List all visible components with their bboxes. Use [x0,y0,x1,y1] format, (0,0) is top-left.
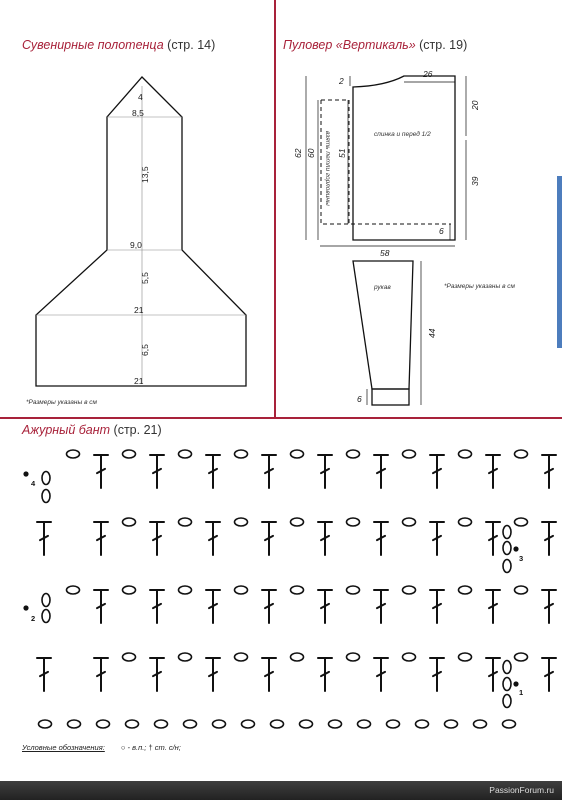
footer-bar [0,781,562,800]
turning-chain-symbol [503,542,511,555]
foundation-chain-symbol [358,720,371,728]
row-marker-dot [23,605,28,610]
dc-symbol [262,522,276,555]
towel-dim-h3: 6,5 [140,344,150,356]
pullover-vertical-note: взять петли горловины [324,131,331,206]
foundation-chain-symbol [416,720,429,728]
dc-symbol [94,590,108,623]
dc-symbol [318,522,332,555]
dc-symbol [374,455,388,488]
chain-symbol [235,518,248,526]
foundation-chain-symbol [155,720,168,728]
dc-symbol [318,590,332,623]
dc-symbol [94,658,108,691]
pullover-dim-neck: 2 [339,76,344,86]
dc-symbol [150,455,164,488]
chain-symbol [291,518,304,526]
turning-chain-symbol [42,610,50,623]
dc-symbol [486,522,500,555]
dc-symbol [37,522,51,555]
row-marker-dot [513,681,518,686]
foundation-chain-symbol [242,720,255,728]
turning-chain-symbol [42,594,50,607]
dc-symbol [542,522,556,555]
dc-symbol [486,455,500,488]
towel-dim-h1: 13,5 [140,166,150,183]
dc-symbol [94,522,108,555]
dc-symbol [374,658,388,691]
foundation-chain-symbol [300,720,313,728]
foundation-chain-symbol [474,720,487,728]
chain-symbol [123,450,136,458]
towel-title-name: Сувенирные полотенца [22,38,164,52]
foundation-chain-symbol [97,720,110,728]
towel-dim-h2: 5,5 [140,272,150,284]
chain-symbol [459,653,472,661]
chain-symbol [291,450,304,458]
pullover-dim-total: 62 [293,148,303,158]
towel-dim-w2: 9,0 [130,240,142,250]
legend-dc: ст. с/н; [154,743,181,752]
towel-dim-w1: 8,5 [132,108,144,118]
dc-symbol [542,658,556,691]
dc-symbol [262,590,276,623]
chain-symbol [67,586,80,594]
turning-chain-symbol [42,490,50,503]
dc-symbol [542,590,556,623]
chain-symbol [459,450,472,458]
dc-symbol [262,455,276,488]
chain-symbol [403,586,416,594]
chain-symbol [515,450,528,458]
chain-symbol [403,653,416,661]
foundation-chain-symbol [184,720,197,728]
chain-symbol [179,450,192,458]
foundation-chain-symbol [387,720,400,728]
dc-symbol [318,658,332,691]
towel-dim-w3: 21 [134,305,144,315]
chain-symbol [123,586,136,594]
pullover-dim-neck-depth: 51 [337,148,347,158]
sleeve-dim-cuff: 6 [357,394,362,404]
chain-symbol [291,586,304,594]
chain-symbol [235,653,248,661]
pullover-dim-armhole: 20 [470,100,480,110]
dc-symbol [318,455,332,488]
pullover-dim-shoulder: 26 [423,69,433,79]
row-number-2: 2 [31,614,36,623]
chain-symbol [459,586,472,594]
dc-symbol [37,658,51,691]
legend-title: Условные обозначения: [22,743,105,752]
chain-symbol [403,450,416,458]
chain-symbol [347,653,360,661]
chain-symbol [347,518,360,526]
dc-symbol [486,590,500,623]
chain-symbol [235,586,248,594]
dc-symbol [542,455,556,488]
bow-title-page: (стр. 21) [113,423,162,437]
pullover-title-name: Пуловер «Вертикаль» [283,38,416,52]
chain-symbol [347,450,360,458]
turning-chain-symbol [503,661,511,674]
dc-symbol [206,658,220,691]
dc-symbol [486,658,500,691]
dc-symbol [430,522,444,555]
dc-icon: † [148,743,153,752]
row-marker-dot [23,471,28,476]
foundation-chain-symbol [329,720,342,728]
pullover-title-page: (стр. 19) [419,38,468,52]
chain-symbol [67,450,80,458]
chain-symbol [179,518,192,526]
dc-symbol [374,590,388,623]
chain-symbol [515,653,528,661]
foundation-chain-symbol [39,720,52,728]
row-number-1: 1 [519,688,524,697]
row-number-4: 4 [31,479,36,488]
foundation-chain-symbol [68,720,81,728]
towel-title-page: (стр. 14) [167,38,216,52]
chain-symbol [403,518,416,526]
side-tab [557,176,562,348]
foundation-chain-symbol [503,720,516,728]
towel-note: *Размеры указаны в см [26,399,97,406]
foundation-chain-symbol [445,720,458,728]
dc-symbol [430,455,444,488]
chain-symbol [347,586,360,594]
chain-symbol [235,450,248,458]
pullover-dim-inner: 60 [306,148,316,158]
dc-symbol [94,455,108,488]
bow-title-name: Ажурный бант [22,423,111,437]
chain-symbol [123,653,136,661]
turning-chain-symbol [503,678,511,691]
pullover-body-label: спинка и перед 1/2 [374,131,431,138]
pullover-dim-rib: 6 [439,226,444,236]
row-number-3: 3 [519,554,524,563]
turning-chain-symbol [503,695,511,708]
dc-symbol [150,522,164,555]
sleeve-dim-length: 44 [427,328,437,338]
dc-symbol [150,658,164,691]
row-marker-dot [513,546,518,551]
dc-symbol [430,590,444,623]
dc-symbol [206,455,220,488]
foundation-chain-symbol [213,720,226,728]
dc-symbol [206,522,220,555]
foundation-chain-symbol [126,720,139,728]
legend [22,743,181,752]
chain-symbol [179,586,192,594]
chain-symbol [515,586,528,594]
pullover-dim-width: 58 [380,248,390,258]
chain-symbol [123,518,136,526]
footer-text: PassionForum.ru [489,785,554,795]
turning-chain-symbol [503,526,511,539]
pullover-dim-side: 39 [470,176,480,186]
dc-symbol [430,658,444,691]
sleeve-label: рукав [374,284,391,291]
chain-symbol [515,518,528,526]
dc-symbol [374,522,388,555]
dc-symbol [262,658,276,691]
dc-symbol [150,590,164,623]
turning-chain-symbol [42,472,50,485]
turning-chain-symbol [503,560,511,573]
foundation-chain-symbol [271,720,284,728]
pullover-note: *Размеры указаны в см [444,283,515,290]
chain-symbol [459,518,472,526]
dc-symbol [206,590,220,623]
towel-dim-top: 4 [138,92,143,102]
towel-dim-w4: 21 [134,376,144,386]
legend-chain: ○ - в.п.; [120,743,147,752]
chain-symbol [179,653,192,661]
chain-symbol [291,653,304,661]
